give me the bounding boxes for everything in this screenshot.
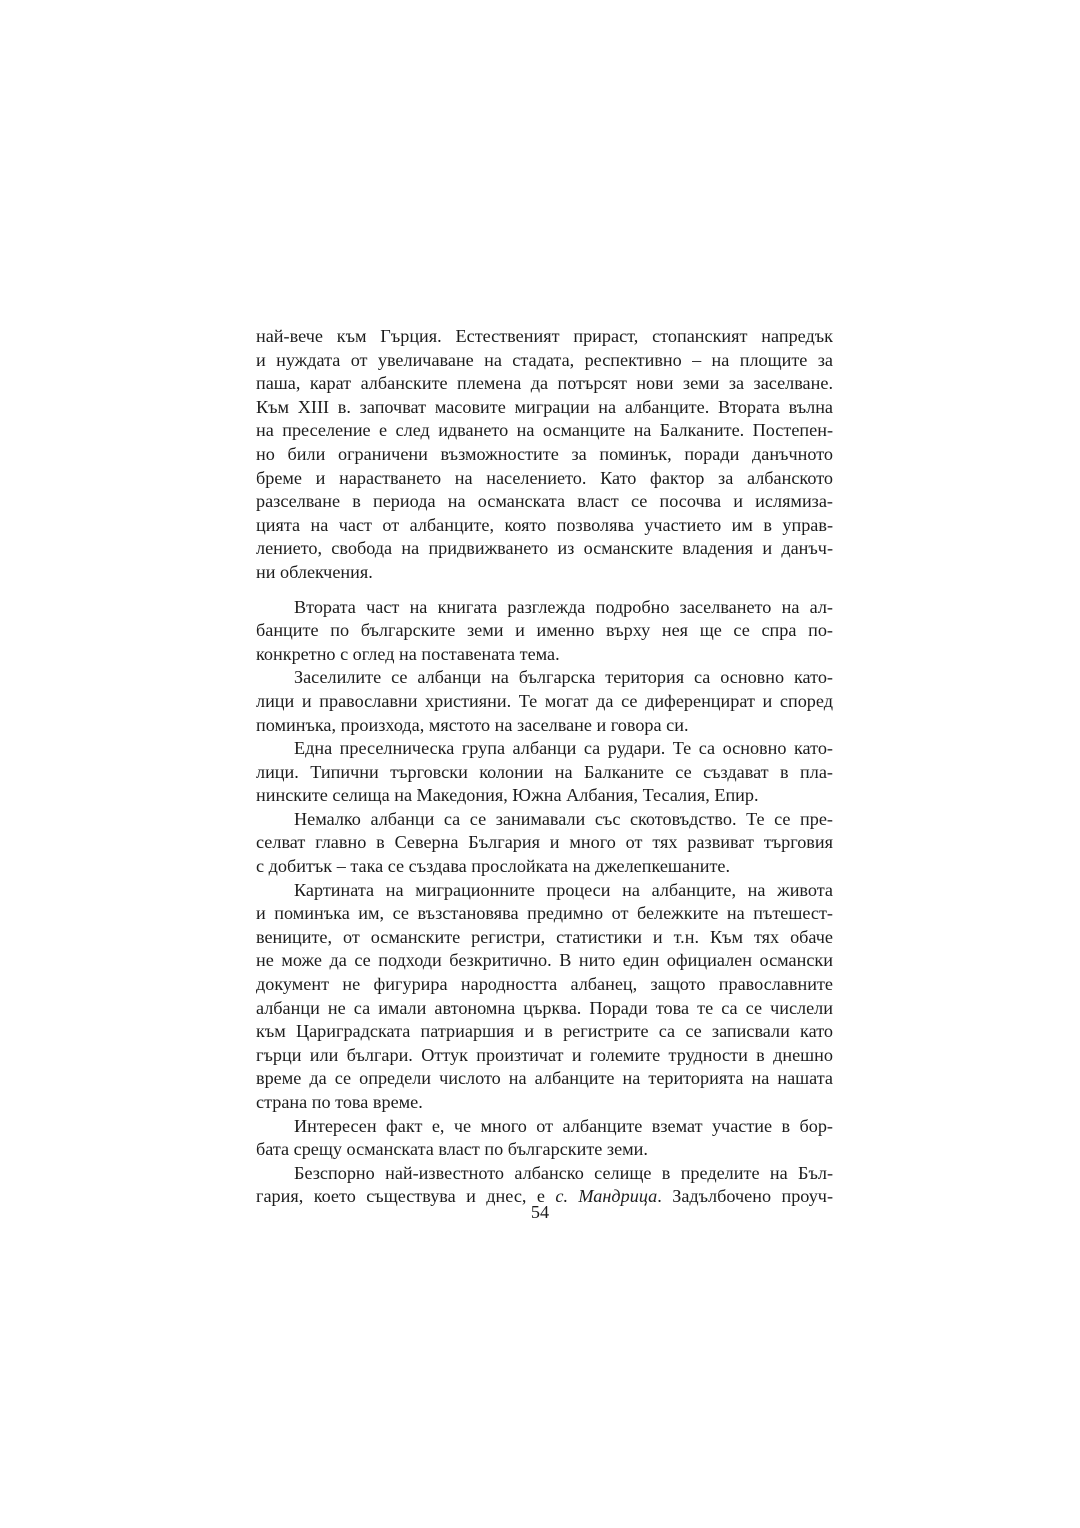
paragraph xyxy=(256,879,833,1115)
paragraph xyxy=(256,325,833,585)
text-line: бата срещу османската власт по българските земи. xyxy=(256,1139,648,1160)
paragraph xyxy=(256,808,833,879)
paragraph-gap xyxy=(256,585,833,596)
place-name-italic: с. Мандрица xyxy=(555,1186,658,1207)
text-line: не може да се подходи безкритично. В нито един официален османски xyxy=(256,950,833,971)
text-line: ни облекчения. xyxy=(256,561,373,582)
text-line: Една преселническа група албанци са рудари. Те са основно като- xyxy=(294,738,833,759)
text-line: с добитък – така се създава прослойката на джелепкешаните. xyxy=(256,856,731,877)
text-run: гария, което съществува и днес, е xyxy=(256,1186,556,1207)
page-body xyxy=(256,325,833,1209)
paragraph xyxy=(256,666,833,737)
text-line: лици. Типични търговски колонии на Балканите се създават в пла- xyxy=(256,761,833,782)
text-line: бреме и нарастването на населението. Като фактор за албанското xyxy=(256,467,833,488)
text-line: вениците, от османските регистри, статистики и т.н. Към тях обаче xyxy=(256,926,833,947)
text-line: на преселение е след идването на османците на Балканите. Постепен- xyxy=(256,420,833,441)
text-line: Картината на миграционните процеси на албанците, на живота xyxy=(294,879,833,900)
page-number: 54 xyxy=(530,1202,550,1222)
text-line: разселване в периода на османската власт се посочва и ислямиза- xyxy=(256,491,833,512)
text-line: Безспорно най-известното албанско селище в пределите на Бъл- xyxy=(294,1162,833,1183)
text-line: към Цариградската патриаршия и в регистрите са се записвали като xyxy=(256,1021,833,1042)
text-line: цията на част от албанците, която позволява участието им в управ- xyxy=(256,514,833,535)
text-line: албанци не са имали автономна църква. Поради това те са се числели xyxy=(256,997,833,1018)
text-run: . Задълбочено проуч- xyxy=(657,1186,833,1207)
text-line: гърци или българи. Оттук произтичат и големите трудности в днешно xyxy=(256,1044,833,1065)
text-line: и нуждата от увеличаване на стадата, респективно – на площите за xyxy=(256,349,833,370)
text-line: документ не фигурира народността албанец, защото православните xyxy=(256,974,833,995)
text-line: и поминъка им, се възстановява предимно от бележките на пътешест- xyxy=(256,903,833,924)
text-line: но били ограничени възможностите за поминък, поради данъчното xyxy=(256,443,833,464)
text-line: страна по това време. xyxy=(256,1092,423,1112)
text-line: поминъка, произхода, мястото на заселване и говора си. xyxy=(256,714,689,735)
text-line: Заселилите се албанци на българска територия са основно като- xyxy=(294,667,833,688)
text-line: паша, карат албанските племена да потърсят нови земи за заселване. xyxy=(256,373,833,394)
text-line: време да се определи числото на албанците на територията на нашата xyxy=(256,1068,833,1089)
text-line: банците по българските земи и именно върху нея ще се спра по- xyxy=(256,620,833,641)
text-line: Към XIII в. започват масовите миграции на албанците. Втората вълна xyxy=(256,396,833,417)
text-line: селват главно в Северна България и много от тях развиват търговия xyxy=(256,832,833,853)
text-line: най-вече към Гърция. Естественият прираст, стопанският напредък xyxy=(256,326,833,346)
text-line: лици и православни християни. Те могат да се диференцират и според xyxy=(256,690,833,711)
paragraph xyxy=(256,737,833,808)
text-line: нинските селища на Македония, Южна Албания, Тесалия, Епир. xyxy=(256,785,759,806)
paragraph xyxy=(256,596,833,667)
text-line: Немалко албанци са се занимавали със скотовъдство. Те се пре- xyxy=(294,808,833,829)
text-line: лението, свобода на придвижването из османските владения и данъч- xyxy=(256,538,833,559)
paragraph xyxy=(256,1115,833,1162)
text-line: Втората част на книгата разглежда подробно заселването на ал- xyxy=(294,596,833,617)
text-line: Интересен факт е, че много от албанците вземат участие в бор- xyxy=(294,1115,833,1136)
text-line: конкретно с оглед на поставената тема. xyxy=(256,643,560,664)
